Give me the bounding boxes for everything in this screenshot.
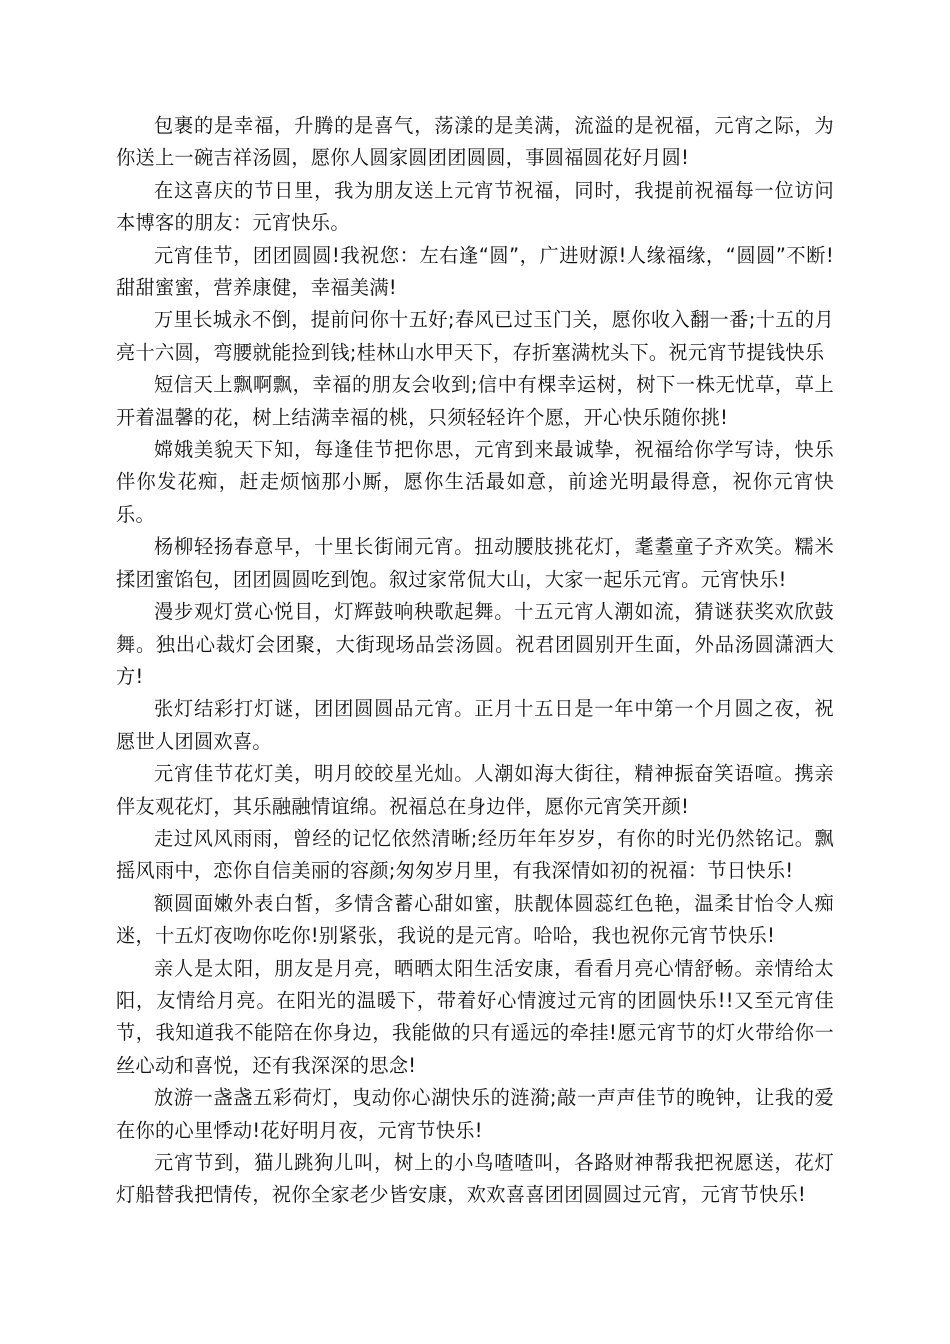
paragraph: 走过风风雨雨，曾经的记忆依然清晰;经历年年岁岁，有你的时光仍然铭记。飘摇风雨中，恋你自信美丽的容颜;匆匆岁月里，有我深情如初的祝福：节日快乐! [116,826,834,883]
paragraph: 包裹的是幸福，升腾的是喜气，荡漾的是美满，流溢的是祝福，元宵之际，为你送上一碗吉祥汤圆，愿你人圆家圆团团圆圆，事圆福圆花好月圆! [116,114,834,170]
paragraph: 亲人是太阳，朋友是月亮，晒晒太阳生活安康，看看月亮心情舒畅。亲情给太阳，友情给月亮。在阳光的温暖下，带着好心情渡过元宵的团圆快乐!!又至元宵佳节，我知道我不能陪在你身边，我能做的只有遥远的牵挂!愿元宵节的灯火带给你一丝心动和喜悦，还有我深深的思念! [116,956,834,1077]
paragraph: 万里长城永不倒，提前问你十五好;春风已过玉门关，愿你收入翻一番;十五的月亮十六圆，弯腰就能捡到钱;桂林山水甲天下，存折塞满枕头下。祝元宵节提钱快乐 [116,308,834,364]
paragraph: 放游一盏盏五彩荷灯，曳动你心湖快乐的涟漪;敲一声声佳节的晚钟，让我的爱在你的心里悸动!花好明月夜，元宵节快乐! [116,1086,834,1142]
paragraph: 嫦娥美貌天下知，每逢佳节把你思，元宵到来最诚挚，祝福给你学写诗，快乐伴你发花痴，赶走烦恼那小厮，愿你生活最如意，前途光明最得意，祝你元宵快乐。 [116,438,834,526]
paragraph: 元宵节到，猫儿跳狗儿叫，树上的小鸟喳喳叫，各路财神帮我把祝愿送，花灯灯船替我把情传，祝你全家老少皆安康，欢欢喜喜团团圆圆过元宵，元宵节快乐! [116,1151,834,1207]
paragraph: 张灯结彩打灯谜，团团圆圆品元宵。正月十五日是一年中第一个月圆之夜，祝愿世人团圆欢喜。 [116,697,834,753]
document-body [116,110,834,1212]
paragraph: 元宵佳节花灯美，明月皎皎星光灿。人潮如海大街往，精神振奋笑语喧。携亲伴友观花灯，其乐融融情谊绵。祝福总在身边伴，愿你元宵笑开颜! [116,762,834,818]
paragraph: 杨柳轻扬春意早，十里长街闹元宵。扭动腰肢挑花灯，耄耋童子齐欢笑。糯米揉团蜜馅包，团团圆圆吃到饱。叙过家常侃大山，大家一起乐元宵。元宵快乐! [116,535,834,591]
paragraph: 额圆面嫩外表白皙，多情含蓄心甜如蜜，肤靓体圆蕊红色艳，温柔甘怡令人痴迷，十五灯夜吻你吃你!别紧张，我说的是元宵。哈哈，我也祝你元宵节快乐! [116,891,834,948]
paragraph: 漫步观灯赏心悦目，灯辉鼓响秧歌起舞。十五元宵人潮如流，猜谜获奖欢欣鼓舞。独出心裁灯会团聚，大街现场品尝汤圆。祝君团圆别开生面，外品汤圆潇洒大方! [116,600,834,688]
paragraph: 在这喜庆的节日里，我为朋友送上元宵节祝福，同时，我提前祝福每一位访问本博客的朋友：元宵快乐。 [116,178,834,235]
paragraph: 短信天上飘啊飘，幸福的朋友会收到;信中有棵幸运树，树下一株无忧草，草上开着温馨的花，树上结满幸福的桃，只须轻轻许个愿，开心快乐随你挑! [116,373,834,429]
paragraph: 元宵佳节，团团圆圆!我祝您：左右逢“圆”，广进财源!人缘福缘，“圆圆”不断!甜甜蜜蜜，营养康健，幸福美满! [116,243,834,300]
